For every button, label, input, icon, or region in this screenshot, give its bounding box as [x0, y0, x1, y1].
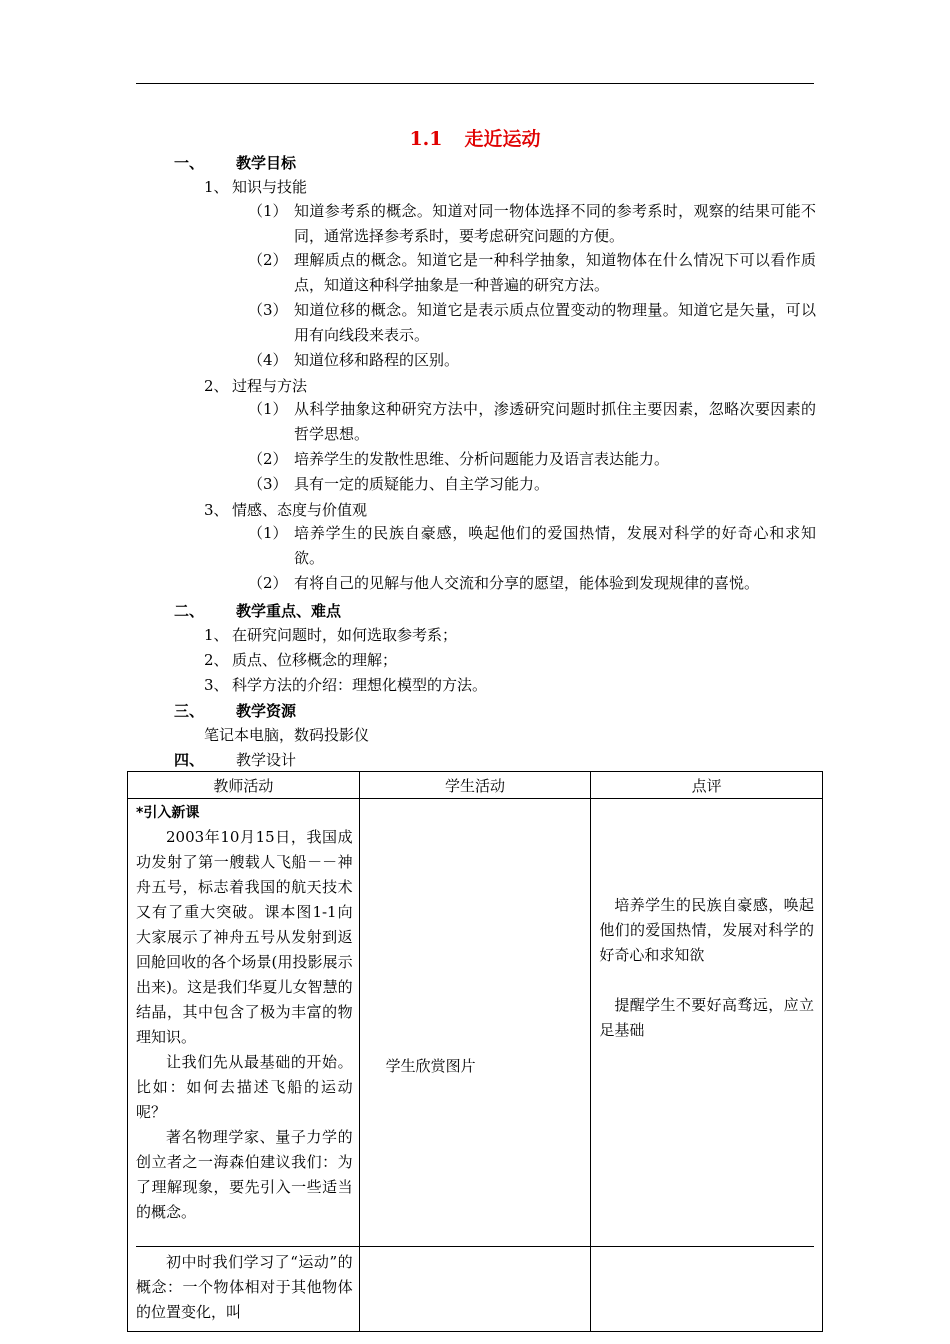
teacher-paragraph: 让我们先从最基础的开始。比如：如何去描述飞船的运动呢？	[136, 1053, 353, 1121]
title-text: 走近运动	[464, 128, 541, 150]
item-number: 2、	[204, 651, 229, 669]
teacher-activity-cell	[128, 799, 360, 1332]
item-number: （2）	[248, 251, 288, 269]
list-item	[248, 571, 816, 596]
section-3-text: 笔记本电脑，数码投影仪	[204, 726, 370, 744]
section-2-label: 教学重点、难点	[236, 602, 342, 620]
footer-rule	[136, 1246, 814, 1247]
comment-cell	[591, 799, 823, 1332]
item-number: （2）	[248, 574, 288, 592]
list-item	[204, 674, 487, 695]
list-item	[248, 348, 816, 373]
item-number: （3）	[248, 475, 288, 493]
list-item	[248, 248, 816, 298]
subsection-number: 3、	[204, 501, 229, 519]
intro-heading: *引入新课	[136, 805, 200, 821]
subsection-label: 知识与技能	[232, 178, 308, 196]
item-text: 有将自己的见解与他人交流和分享的愿望，能体验到发现规律的喜悦。	[294, 574, 760, 592]
section-3-label: 教学资源	[236, 702, 297, 720]
teacher-paragraph: 初中时我们学习了“运动”的概念：一个物体相对于其他物体的位置变化，叫	[136, 1253, 353, 1321]
item-text: 培养学生的民族自豪感，唤起他们的爱国热情，发展对科学的好奇心和求知欲。	[294, 524, 816, 567]
column-header-comment: 点评	[591, 772, 823, 799]
item-number: （2）	[248, 450, 288, 468]
item-text: 具有一定的质疑能力、自主学习能力。	[294, 475, 550, 493]
subsection-1-1	[204, 176, 307, 197]
section-1-label: 教学目标	[236, 154, 297, 172]
subsection-number: 1、	[204, 178, 229, 196]
section-3-number: 三、	[174, 702, 205, 720]
section-3-heading	[174, 700, 296, 721]
list-item	[204, 649, 397, 670]
item-number: 1、	[204, 626, 229, 644]
list-item	[248, 298, 816, 348]
title-number: 1.1	[409, 128, 443, 150]
section-1-number: 一、	[174, 154, 205, 172]
section-4-number: 四、	[174, 751, 205, 769]
item-text: 质点、位移概念的理解；	[232, 651, 398, 669]
item-text: 知道位移的概念。知道它是表示质点位置变动的物理量。知道它是矢量，可以用有向线段来表示。	[294, 301, 816, 344]
list-item	[248, 397, 816, 447]
section-4-heading	[174, 749, 296, 770]
comment-text: 提醒学生不要好高骛远，应立足基础	[599, 996, 814, 1039]
item-number: 3、	[204, 676, 229, 694]
table-row	[128, 799, 823, 1332]
comment-text: 培养学生的民族自豪感，唤起他们的爱国热情，发展对科学的好奇心和求知欲	[599, 896, 814, 964]
item-text: 在研究问题时，如何选取参考系；	[232, 626, 458, 644]
header-rule	[136, 83, 814, 84]
column-header-teacher: 教师活动	[128, 772, 360, 799]
item-text: 知道参考系的概念。知道对同一物体选择不同的参考系时，观察的结果可能不同，通常选择参考系时，要考虑研究问题的方便。	[294, 202, 816, 245]
list-item	[248, 447, 816, 472]
section-1-heading	[174, 152, 296, 173]
section-2-number: 二、	[174, 602, 205, 620]
item-number: （1）	[248, 202, 288, 220]
item-text: 知道位移和路程的区别。	[294, 351, 460, 369]
section-2-heading	[174, 600, 341, 621]
item-number: （1）	[248, 400, 288, 418]
item-text: 培养学生的发散性思维、分析问题能力及语言表达能力。	[294, 450, 670, 468]
column-header-student: 学生活动	[359, 772, 591, 799]
teaching-design-table	[127, 771, 823, 1332]
subsection-1-2	[204, 375, 307, 396]
student-activity-cell: 学生欣赏图片	[359, 799, 591, 1332]
subsection-label: 情感、态度与价值观	[232, 501, 368, 519]
subsection-label: 过程与方法	[232, 377, 308, 395]
subsection-number: 2、	[204, 377, 229, 395]
list-item	[204, 624, 457, 645]
teacher-paragraph: 著名物理学家、量子力学的创立者之一海森伯建议我们：为了理解现象，要先引入一些适当的概念。	[136, 1128, 353, 1221]
list-item	[248, 472, 816, 497]
item-number: （4）	[248, 351, 288, 369]
item-text: 理解质点的概念。知道它是一种科学抽象，知道物体在什么情况下可以看作质点，知道这种科学抽象是一种普遍的研究方法。	[294, 251, 816, 294]
page-title	[0, 124, 950, 151]
section-4-label: 教学设计	[236, 751, 297, 769]
list-item	[248, 199, 816, 249]
item-number: （1）	[248, 524, 288, 542]
item-text: 从科学抽象这种研究方法中，渗透研究问题时抓住主要因素，忽略次要因素的哲学思想。	[294, 400, 816, 443]
item-text: 科学方法的介绍：理想化模型的方法。	[232, 676, 488, 694]
table-header-row	[128, 772, 823, 799]
subsection-1-3	[204, 499, 367, 520]
list-item	[248, 521, 816, 571]
teacher-paragraph: 2003年10月15日，我国成功发射了第一艘载人飞船－－神舟五号，标志着我国的航天技术又有了重大突破。课本图1-1向大家展示了神舟五号从发射到返回舱回收的各个场景(用投影展示出来)。这是我们华夏儿女智慧的结晶，其中包含了极为丰富的物理知识。	[136, 828, 353, 1046]
item-number: （3）	[248, 301, 288, 319]
